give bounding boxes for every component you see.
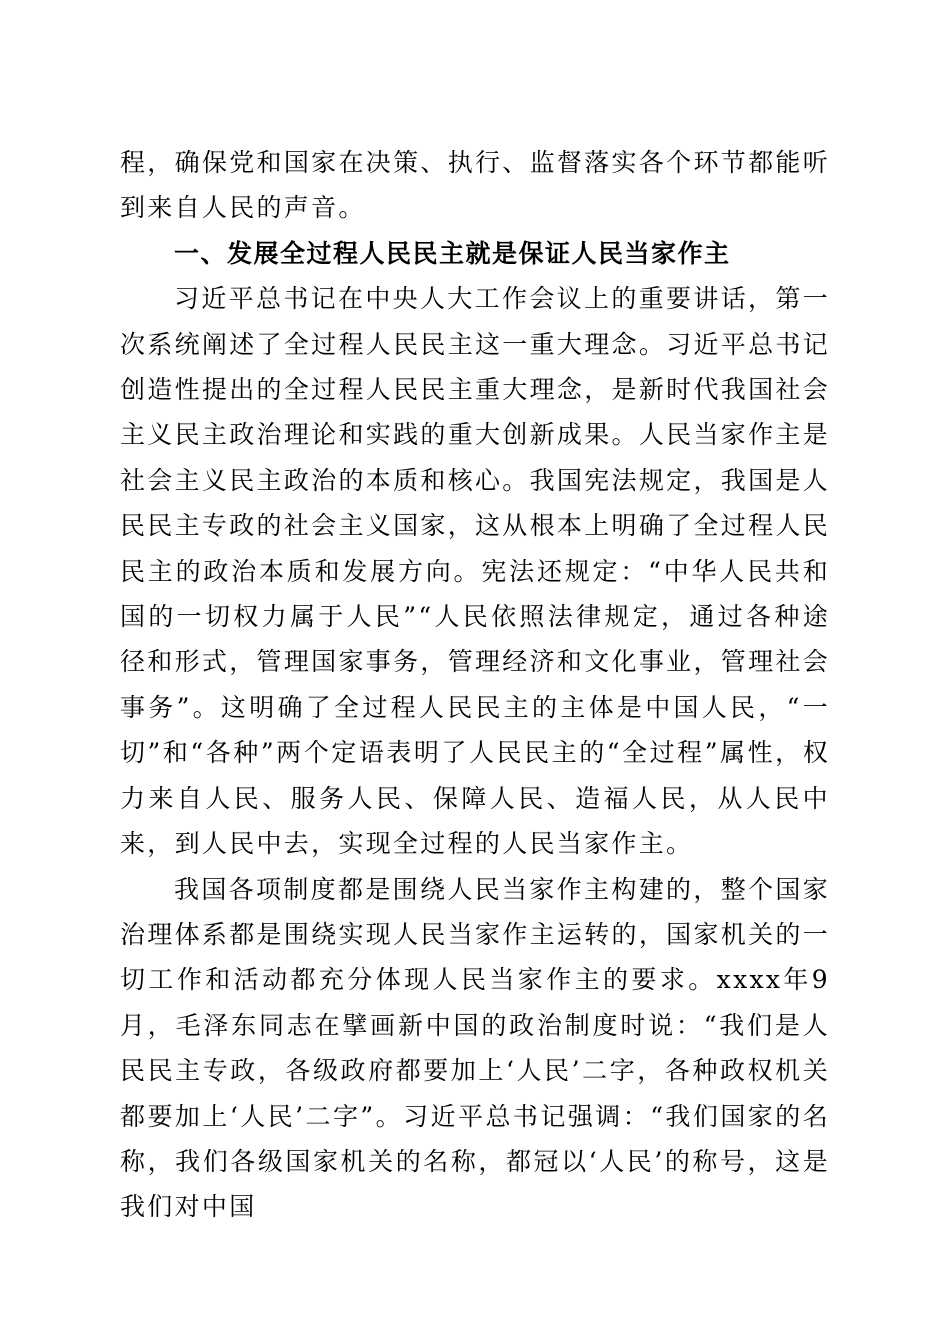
paragraph-1: 习近平总书记在中央人大工作会议上的重要讲话，第一次系统阐述了全过程人民民主这一重大理念。习近平总书记创造性提出的全过程人民民主重大理念，是新时代我国社会主义民主政治理论和实践的重大创新成果。人民当家作主是社会主义民主政治的本质和核心。我国宪法规定，我国是人民民主专政的社会主义国家，这从根本上明确了全过程人民民主的政治本质和发展方向。宪法还规定：“中华人民共和国的一切权力属于人民”“人民依照法律规定，通过各种途径和形式，管理国家事务，管理经济和文化事业，管理社会事务”。这明确了全过程人民民主的主体是中国人民，“一切”和“各种”两个定语表明了人民民主的“全过程”属性，权力来自人民、服务人民、保障人民、造福人民，从人民中来，到人民中去，实现全过程的人民当家作主。	[120, 284, 830, 859]
section-heading: 一、发展全过程人民民主就是保证人民当家作主	[174, 238, 731, 268]
paragraph-continuation: 程，确保党和国家在决策、执行、监督落实各个环节都能听到来自人民的声音。	[120, 148, 830, 223]
document-body	[120, 140, 830, 1230]
paragraph-2: 我国各项制度都是围绕人民当家作主构建的，整个国家治理体系都是围绕实现人民当家作主运转的，国家机关的一切工作和活动都充分体现人民当家作主的要求。xxxx年9月，毛泽东同志在擘画新中国的政治制度时说：“我们是人民民主专政，各级政府都要加上‘人民’二字，各种政权机关都要加上‘人民’二字”。习近平总书记强调：“我们国家的名称，我们各级国家机关的名称，都冠以‘人民’的称号，这是我们对中国	[120, 874, 830, 1222]
